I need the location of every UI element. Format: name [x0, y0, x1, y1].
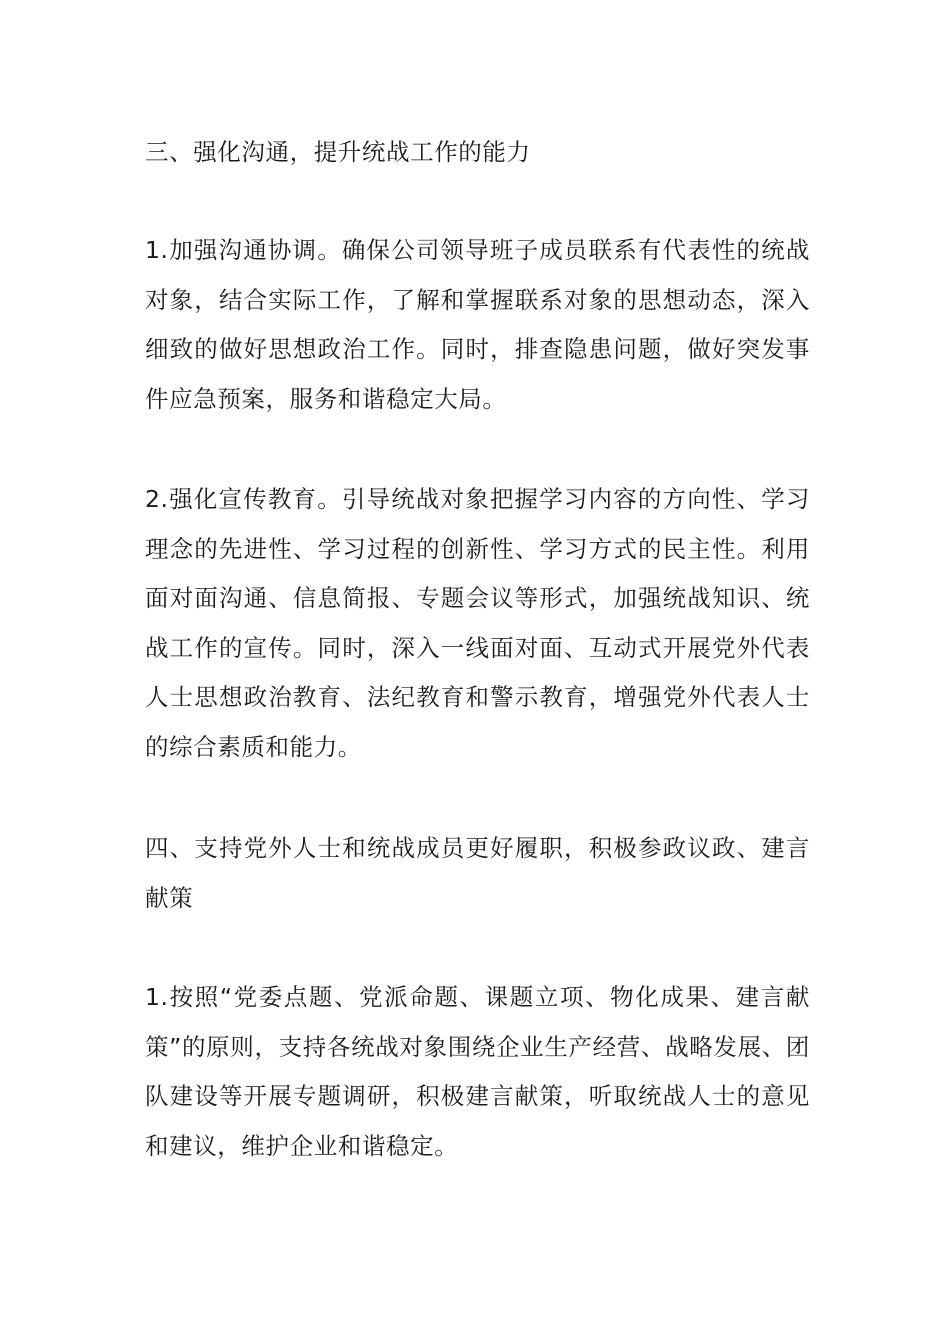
section-heading: 三、强化沟通，提升统战工作的能力 — [145, 138, 531, 166]
paragraph: 1.按照“党委点题、党派命题、课题立项、物化成果、建言献策”的原则，支持各统战对象围绕企业生产经营、战略发展、团队建设等开展专题调研，积极建言献策，听取统战人士的意见和建议，维护企业和谐稳定。 — [145, 983, 810, 1160]
paragraph: 1.加强沟通协调。确保公司领导班子成员联系有代表性的统战对象，结合实际工作，了解和掌握联系对象的思想动态，深入细致的做好思想政治工作。同时，排查隐患问题，做好突发事件应急预案，服务和谐稳定大局。 — [145, 236, 810, 413]
section-heading: 四、支持党外人士和统战成员更好履职，积极参政议政、建言献策 — [145, 834, 810, 912]
paragraph: 2.强化宣传教育。引导统战对象把握学习内容的方向性、学习理念的先进性、学习过程的创新性、学习方式的民主性。利用面对面沟通、信息简报、专题会议等形式，加强统战知识、统战工作的宣传。同时，深入一线面对面、互动式开展党外代表人士思想政治教育、法纪教育和警示教育，增强党外代表人士的综合素质和能力。 — [145, 485, 810, 761]
